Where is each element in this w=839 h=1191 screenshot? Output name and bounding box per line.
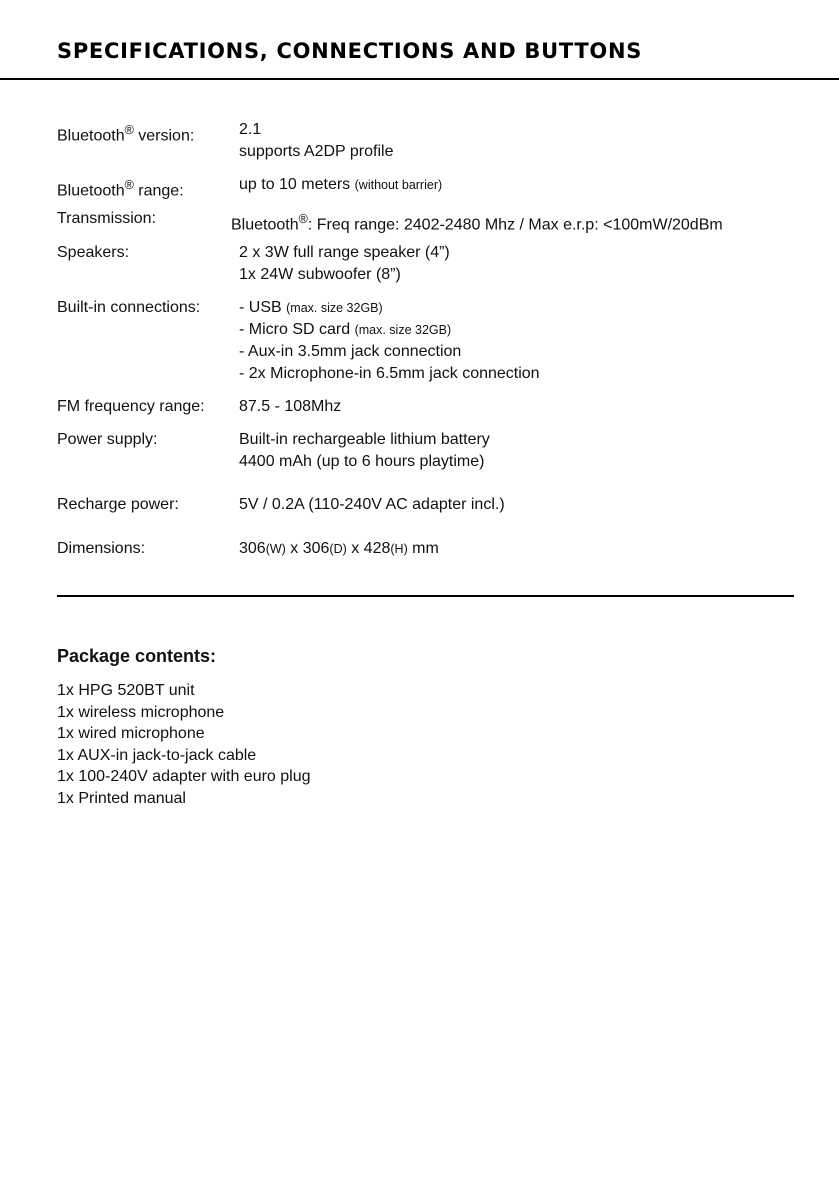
spec-label: Bluetooth® range: (57, 178, 184, 200)
spec-value: Bluetooth®: Freq range: 2402-2480 Mhz / Max e.r.p: <100mW/20dBm (231, 212, 723, 234)
spec-value: 306(W) x 306(D) x 428(H) mm (239, 540, 439, 557)
list-item: 1x Printed manual (57, 789, 186, 807)
section-divider (57, 595, 794, 597)
spec-value: Built-in rechargeable lithium battery 4400 mAh (up to 6 hours playtime) (239, 431, 490, 470)
page-title: SPECIFICATIONS, CONNECTIONS AND BUTTONS (57, 39, 643, 63)
spec-label: Bluetooth® version: (57, 123, 195, 145)
title-divider (0, 78, 839, 80)
package-contents-list (57, 680, 311, 810)
list-item: 1x wireless microphone (57, 703, 225, 721)
list-item: 1x HPG 520BT unit (57, 682, 195, 699)
list-item: 1x AUX-in jack-to-jack cable (57, 746, 257, 764)
package-contents-heading: Package contents: (57, 646, 217, 666)
spec-value: - USB (max. size 32GB) - Micro SD card (max. size 32GB) - Aux-in 3.5mm jack connection - 2x Microphone-in 6.5mm jack connection (239, 299, 540, 382)
list-item: 1x wired microphone (57, 725, 205, 743)
spec-value: 2.1 supports A2DP profile (239, 121, 394, 160)
spec-value: up to 10 meters (without barrier) (239, 176, 443, 193)
spec-value: 2 x 3W full range speaker (4”) 1x 24W subwoofer (8”) (239, 244, 450, 283)
list-item: 1x 100-240V adapter with euro plug (57, 768, 311, 786)
